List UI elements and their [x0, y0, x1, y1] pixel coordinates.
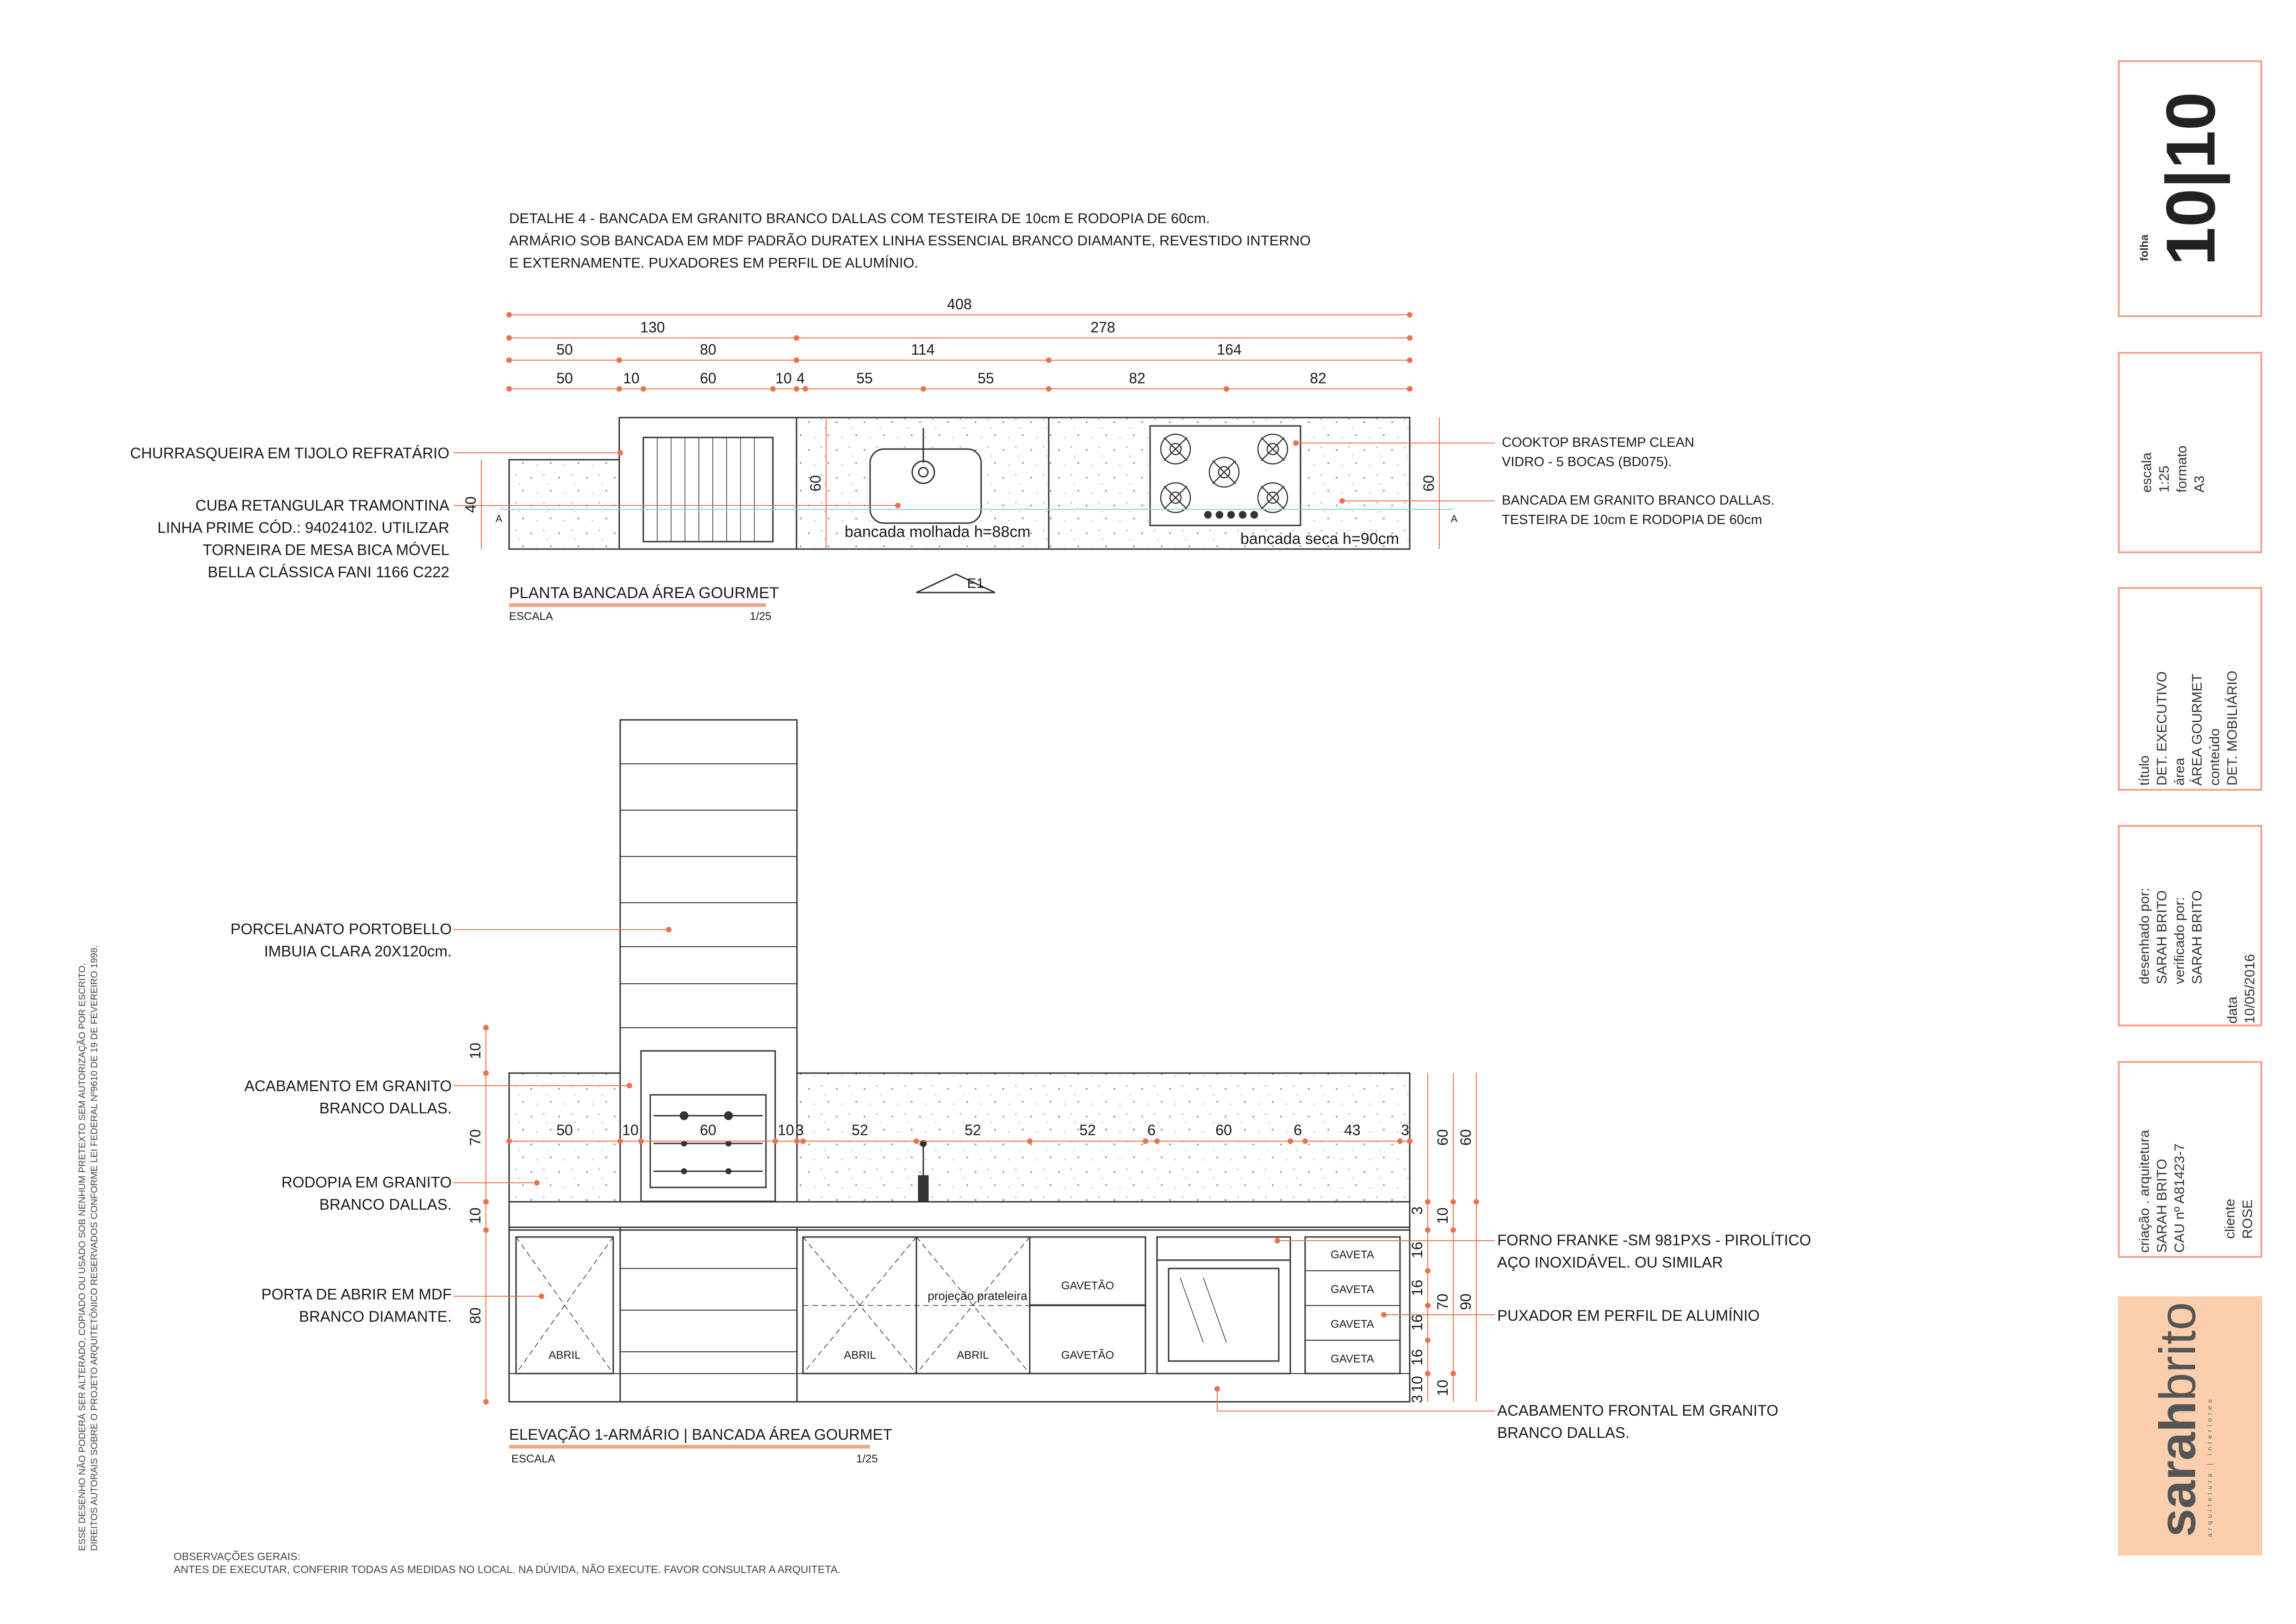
- date-value: 10/05/2016: [2242, 954, 2258, 1024]
- label-frontal-line-2: BRANCO DALLAS.: [1497, 1424, 1630, 1441]
- client-label: cliente: [2222, 1199, 2238, 1239]
- label-churrasqueira: [130, 442, 449, 464]
- door-label-sink-2: ABRIL: [957, 1349, 989, 1362]
- drawn-label: desenhado por:: [2137, 887, 2152, 984]
- elev-dim-9: 6: [1147, 1122, 1156, 1138]
- elev-dim-13: 3: [1401, 1122, 1409, 1138]
- label-acabamento-granito: [244, 1075, 452, 1119]
- observations: [174, 1550, 840, 1576]
- label-rodopia-line-1: RODOPIA EM GRANITO: [281, 1174, 452, 1191]
- brand-block: [2118, 1296, 2262, 1555]
- label-rodopia: [281, 1171, 452, 1216]
- label-acabamento-frontal: [1497, 1399, 1779, 1444]
- title-block-sheet: [2118, 60, 2262, 317]
- format-label: formato: [2174, 445, 2190, 493]
- drawer-label-2: GAVETA: [1331, 1283, 1374, 1296]
- plan-dim-r4-4: 10: [775, 370, 792, 387]
- drawer-label-3: GAVETA: [1331, 1318, 1374, 1330]
- oven-window: [1169, 1268, 1279, 1361]
- observations-title: OBSERVAÇÕES GERAIS:: [174, 1550, 300, 1562]
- creation-value: SARAH BRITO: [2154, 1159, 2170, 1253]
- label-forno: [1497, 1229, 1811, 1274]
- plan-dim-r4-1: 50: [556, 370, 573, 387]
- checked-label: verificado por:: [2172, 897, 2187, 984]
- title-block-authors: [2118, 825, 2262, 1026]
- tile-column: [620, 720, 797, 1402]
- date-label: data: [2225, 996, 2240, 1024]
- elev-dim-8: 52: [1079, 1122, 1096, 1138]
- plan-dim-r3-3: 114: [911, 341, 935, 358]
- detail-note-line-2: ARMÁRIO SOB BANCADA EM MDF PADRÃO DURATEX LINHA ESSENCIAL BRANCO DIAMANTE, REVESTIDO INTERNO: [509, 232, 1311, 249]
- label-frontal-line-1: ACABAMENTO FRONTAL EM GRANITO: [1497, 1402, 1779, 1419]
- elev-dim-1: 50: [556, 1122, 573, 1138]
- plan-dim-r4-3: 60: [700, 370, 716, 387]
- content-label: conteúdo: [2207, 728, 2222, 786]
- label-porcelanato-line-1: PORCELANATO PORTOBELLO: [230, 920, 452, 937]
- elev-dim-7: 52: [964, 1122, 981, 1138]
- label-bancada-granito: [1502, 491, 1774, 530]
- elev-right-a-2: 16: [1409, 1242, 1425, 1258]
- label-porcelanato: [230, 918, 452, 962]
- elev-right-c-2: 90: [1457, 1293, 1474, 1310]
- plan-dim-r4-8: 82: [1129, 370, 1145, 387]
- title-info: [2136, 671, 2241, 786]
- detail-note-line-1: DETALHE 4 - BANCADA EM GRANITO BRANCO DALLAS COM TESTEIRA DE 10cm E RODOPIA DE 60cm.: [509, 210, 1210, 226]
- elev-right-a-7: 3: [1409, 1395, 1425, 1403]
- copyright-notice: [76, 945, 100, 1551]
- label-porcelanato-line-2: IMBUIA CLARA 20X120cm.: [264, 943, 452, 960]
- area-label: área: [2172, 757, 2187, 786]
- brand-name-b: brito: [2149, 1302, 2206, 1401]
- tile-joints: [620, 764, 797, 1028]
- elevation-scale-label: ESCALA: [511, 1453, 555, 1465]
- checked-value: SARAH BRITO: [2190, 890, 2205, 984]
- elev-dim-5: 3: [796, 1122, 804, 1138]
- elev-right-b-4: 10: [1434, 1380, 1451, 1396]
- elev-right-a-6: 10: [1409, 1376, 1425, 1393]
- brand-subtitle: arquitetura | interiores: [2206, 1396, 2213, 1537]
- area-value: ÁREA GOURMET: [2190, 674, 2205, 786]
- elev-dim-12: 43: [1344, 1122, 1361, 1138]
- plan-dim-r4-6: 55: [856, 370, 873, 387]
- elev-right-a-3: 16: [1409, 1280, 1425, 1296]
- label-cuba: [157, 494, 449, 583]
- plan-sink: [870, 449, 981, 523]
- label-churrasqueira-line-1: CHURRASQUEIRA EM TIJOLO REFRATÁRIO: [130, 444, 449, 462]
- scale-value: 1:25: [2157, 465, 2172, 493]
- title-label: título: [2137, 755, 2152, 786]
- elev-left-dim-4: 80: [467, 1307, 484, 1324]
- label-bancada-line-2: TESTEIRA DE 10cm E RODOPIA DE 60cm: [1502, 512, 1762, 527]
- elev-dim-2: 10: [622, 1122, 639, 1138]
- format-value: A3: [2192, 475, 2207, 493]
- elev-dim-6: 52: [852, 1122, 868, 1138]
- elev-dim-11: 6: [1294, 1122, 1302, 1138]
- label-forno-line-2: AÇO INOXIDÁVEL. OU SIMILAR: [1497, 1254, 1723, 1271]
- plan-dim-r3-2: 80: [700, 341, 716, 358]
- big-drawer-1: [1030, 1237, 1145, 1305]
- label-acabamento-line-2: BRANCO DALLAS.: [319, 1099, 452, 1117]
- elevation-title: ELEVAÇÃO 1-ARMÁRIO | BANCADA ÁREA GOURMET: [509, 1426, 892, 1443]
- label-porta-line-1: PORTA DE ABRIR EM MDF: [261, 1286, 452, 1303]
- drawer-label-4: GAVETA: [1331, 1353, 1374, 1365]
- elevation-scale-value: 1/25: [856, 1453, 878, 1465]
- title-value: DET. EXECUTIVO: [2154, 671, 2170, 786]
- big-drawer-label-1: GAVETÃO: [1061, 1280, 1114, 1292]
- cabinet-main-body: [797, 1230, 1410, 1402]
- creator-info: [2136, 1130, 2189, 1253]
- plan-dim-r3-4: 164: [1217, 341, 1242, 358]
- label-cuba-line-2: LINHA PRIME CÓD.: 94024102. UTILIZAR: [157, 519, 449, 536]
- scale-label: escala: [2139, 452, 2154, 493]
- elev-right-b-1: 60: [1434, 1129, 1451, 1146]
- shelf-projection-label: projeção prateleira: [927, 1289, 1027, 1303]
- door-label-left: ABRIL: [548, 1349, 581, 1362]
- oven-panel: [1157, 1237, 1290, 1260]
- plan-dim-r4-9: 82: [1310, 370, 1326, 387]
- plan-dim-r4-7: 55: [977, 370, 994, 387]
- plan-grill-grate: [643, 437, 773, 542]
- label-cuba-line-4: BELLA CLÁSSICA FANI 1166 C222: [207, 563, 449, 581]
- creation-label: criação . arquitetura: [2137, 1130, 2152, 1253]
- label-porta-mdf: [261, 1283, 452, 1328]
- plan-wet-label: bancada molhada h=88cm: [845, 523, 1031, 541]
- plan-dim-r3-1: 50: [556, 341, 573, 358]
- big-drawer-label-2: GAVETÃO: [1061, 1349, 1114, 1362]
- countertop-slab: [509, 1202, 1410, 1227]
- elevation-cabinet-labels: [548, 1249, 1374, 1365]
- elev-right-b-3: 70: [1434, 1293, 1451, 1310]
- client-info: [2221, 1199, 2257, 1239]
- drawn-value: SARAH BRITO: [2154, 890, 2170, 984]
- copyright-line-1: ESSE DESENHO NÃO PODERÁ SER ALTERADO, COPIADO OU USADO SOB NENHUM PRETEXTO SEM AUTORIZAÇÃO POR ESCRITO.: [77, 963, 87, 1551]
- brand-name-a: sarah: [2149, 1401, 2206, 1537]
- authors-info: [2136, 887, 2206, 984]
- elev-right-a-5: 16: [1409, 1349, 1425, 1366]
- granite-backsplash-right: [797, 1073, 1410, 1202]
- plan-dim-r2-2: 278: [1090, 319, 1115, 336]
- plan-cooktop: [1150, 426, 1300, 525]
- label-puxador-line-1: PUXADOR EM PERFIL DE ALUMÍNIO: [1497, 1307, 1760, 1324]
- plan-scale-value: 1/25: [750, 610, 772, 623]
- cabinet-left-body: [509, 1230, 620, 1402]
- grill-base: [620, 1230, 797, 1402]
- title-block-creator: [2118, 1061, 2262, 1258]
- title-block-scale: [2118, 352, 2262, 553]
- plan-dry-label: bancada seca h=90cm: [1240, 530, 1400, 548]
- elev-dim-3: 60: [700, 1122, 716, 1138]
- door-label-sink-1: ABRIL: [844, 1349, 876, 1362]
- date-info: [2224, 954, 2259, 1024]
- plan-side-dim-1: 40: [462, 496, 479, 513]
- label-bancada-line-1: BANCADA EM GRANITO BRANCO DALLAS.: [1502, 493, 1775, 508]
- label-rodopia-line-2: BRANCO DALLAS.: [319, 1196, 452, 1213]
- detail-note-line-3: E EXTERNAMENTE. PUXADORES EM PERFIL DE ALUMÍNIO.: [509, 255, 919, 271]
- label-porta-line-2: BRANCO DIAMANTE.: [299, 1308, 452, 1325]
- plan-elevation-mark: E1: [967, 576, 984, 591]
- elev-left-dim-2: 70: [467, 1129, 484, 1146]
- copyright-line-2: DIREITOS AUTORAIS SOBRE O PROJETO ARQUITETÔNICO RESERVADOS CONFORME LEI FEDERAL Nº9610 DE 19 DE FEVEREIRO 1998.: [89, 945, 100, 1551]
- label-puxador: [1497, 1305, 1760, 1327]
- elev-right-c-1: 60: [1457, 1129, 1474, 1146]
- plan-dim-r4-5: 4: [796, 370, 805, 387]
- label-forno-line-1: FORNO FRANKE -SM 981PXS - PIROLÍTICO: [1497, 1231, 1811, 1249]
- plan-dim-r4-2: 10: [623, 370, 640, 387]
- elev-right-a-1: 3: [1409, 1206, 1425, 1215]
- client-value: ROSE: [2240, 1199, 2255, 1239]
- elev-left-dim-3: 10: [467, 1207, 484, 1224]
- scale-block: [2138, 445, 2209, 493]
- elev-left-dim-1: 10: [467, 1043, 484, 1059]
- plan-side-dim-2: 60: [807, 475, 824, 492]
- title-block-title: [2118, 587, 2262, 791]
- plan-grill-bars: [657, 437, 754, 542]
- label-cuba-line-1: CUBA RETANGULAR TRAMONTINA: [195, 497, 449, 514]
- label-acabamento-line-1: ACABAMENTO EM GRANITO: [244, 1077, 452, 1094]
- plan-section-mark-left: A: [495, 513, 503, 525]
- brand-logo: [2150, 1302, 2206, 1537]
- plan-title: PLANTA BANCADA ÁREA GOURMET: [509, 584, 779, 602]
- sheet-value: 10|10: [2152, 92, 2229, 266]
- elev-dim-10: 60: [1215, 1122, 1232, 1138]
- plan-scale-label: ESCALA: [509, 610, 553, 623]
- plan-dim-total: 408: [947, 296, 972, 312]
- label-cuba-line-3: TORNEIRA DE MESA BICA MÓVEL: [202, 541, 449, 558]
- plan-dim-r2-1: 130: [640, 319, 665, 336]
- plan-side-dim-3: 60: [1420, 475, 1437, 492]
- label-cooktop-line-2: VIDRO - 5 BOCAS (BD075).: [1502, 455, 1672, 469]
- elev-dim-4: 10: [778, 1122, 794, 1138]
- label-cooktop-line-1: COOKTOP BRASTEMP CLEAN: [1502, 435, 1694, 450]
- label-cooktop: [1502, 433, 1694, 472]
- content-value: DET. MOBILIÁRIO: [2225, 670, 2240, 786]
- big-drawer-2: [1030, 1305, 1145, 1374]
- observations-text: ANTES DE EXECUTAR, CONFERIR TODAS AS MEDIDAS NO LOCAL. NA DÚVIDA, NÃO EXECUTE. FAVOR CONSULTAR A ARQUITETA.: [174, 1563, 841, 1575]
- drawer-label-1: GAVETA: [1331, 1249, 1374, 1261]
- oven-frame: [1157, 1237, 1290, 1374]
- plan-section-mark-right: A: [1450, 513, 1458, 525]
- elev-right-a-4: 16: [1409, 1314, 1425, 1331]
- elev-right-b-2: 10: [1434, 1207, 1451, 1224]
- cau-value: CAU nº A81423-7: [2172, 1143, 2187, 1253]
- plan-counter-left: [509, 460, 619, 549]
- sheet-label: folha: [2138, 234, 2151, 261]
